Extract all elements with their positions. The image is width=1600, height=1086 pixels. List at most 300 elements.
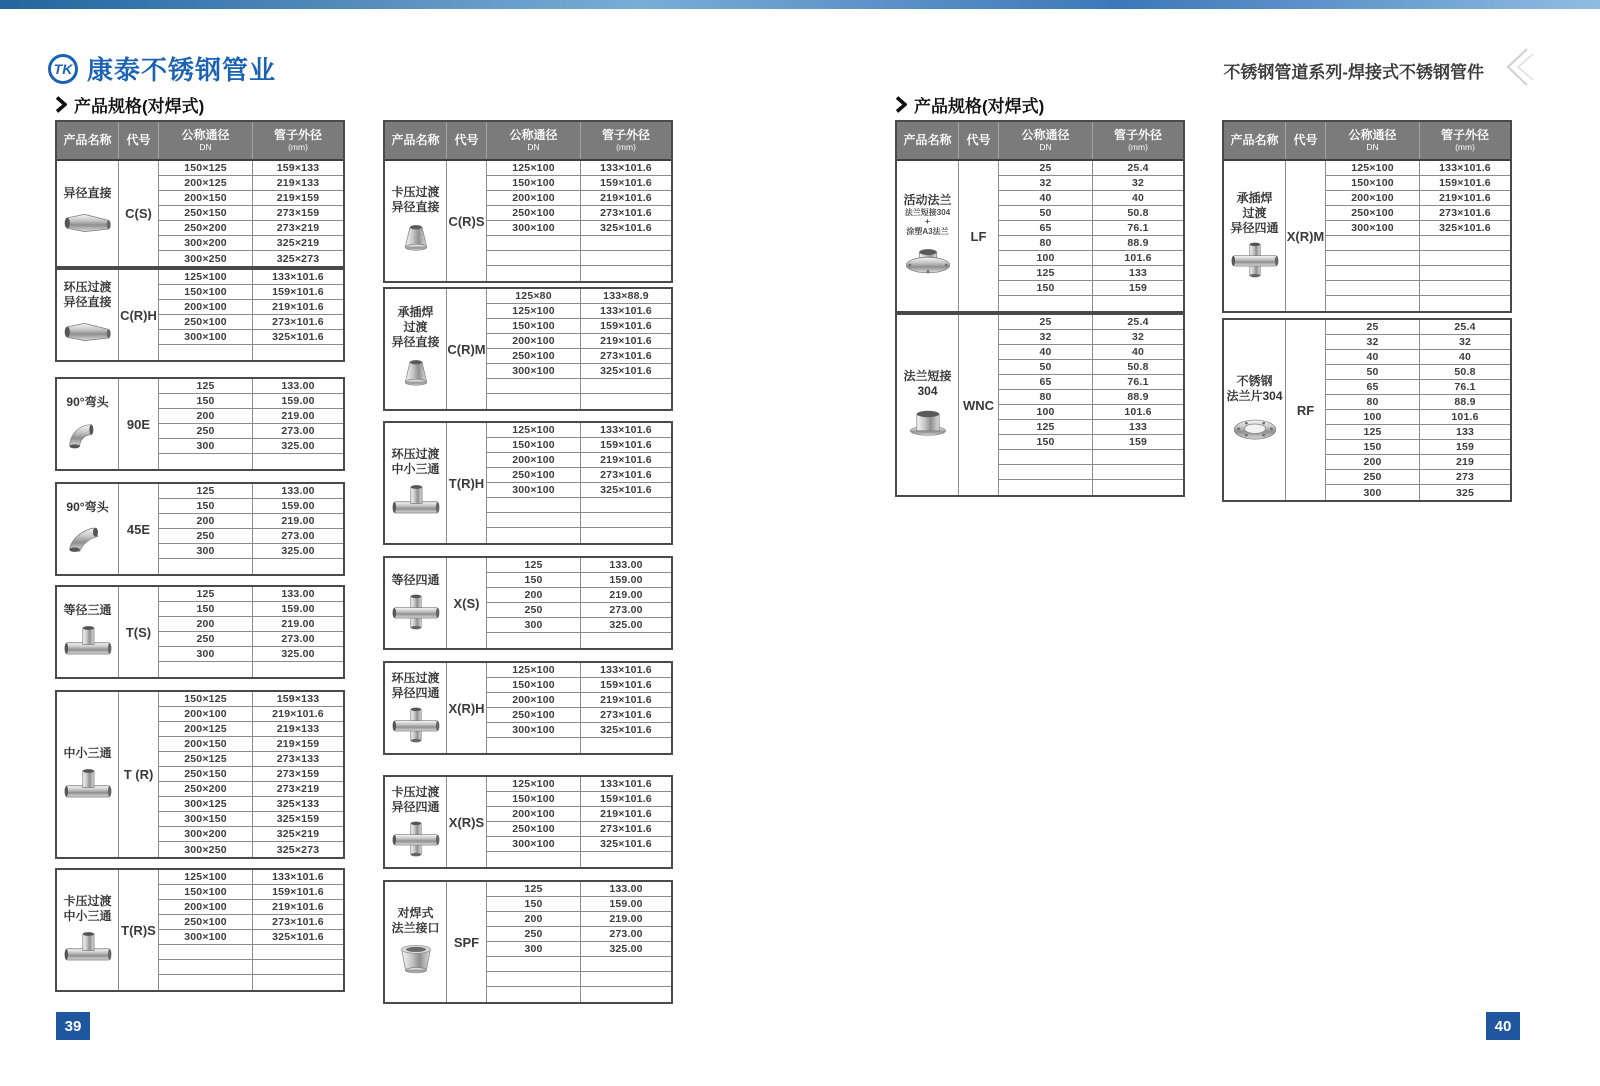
col-header-od (581, 122, 671, 159)
dn-value: 300×100 (487, 483, 581, 497)
col-header-dn (1326, 122, 1420, 159)
table-row (487, 221, 671, 236)
od-value: 32 (1458, 336, 1472, 348)
brand-logo (48, 50, 276, 87)
dn-value (487, 394, 581, 409)
product-photo-tee (390, 480, 442, 520)
dn-value: 32 (999, 330, 1093, 344)
table-row (487, 468, 671, 483)
table-row (159, 647, 343, 662)
dn-value: 65 (1326, 380, 1420, 394)
dn-value: 80 (1326, 395, 1420, 409)
od-value: 325×101.6 (1439, 222, 1491, 234)
dn-value: 250 (159, 529, 253, 543)
table-header-row (897, 122, 1183, 161)
product-code: 90E (119, 379, 159, 469)
od-value: 159 (1128, 282, 1148, 294)
dn-value (487, 957, 581, 971)
table-row (999, 206, 1183, 221)
table-row (487, 379, 671, 394)
dn-value (487, 972, 581, 986)
product-code: LF (959, 161, 999, 311)
od-value: 159 (1455, 441, 1475, 453)
table-row (159, 752, 343, 767)
table-row (159, 544, 343, 559)
od-value: 325×219 (276, 237, 320, 249)
table-body (385, 558, 671, 648)
dn-value: 250 (487, 603, 581, 617)
table-row (1326, 206, 1510, 221)
dn-value (487, 251, 581, 265)
dn-value: 125×100 (159, 870, 253, 884)
table-row (159, 206, 343, 221)
table-body (897, 315, 1183, 495)
od-value: 273.00 (281, 425, 315, 437)
table-row (999, 435, 1183, 450)
product-name: 卡压过渡 (63, 893, 112, 908)
dn-value: 200×100 (487, 453, 581, 467)
spec-rows (999, 161, 1183, 311)
spec-table-cs (55, 120, 345, 268)
od-value: 219×133 (276, 177, 320, 189)
table-row (1326, 176, 1510, 191)
dn-value: 200×100 (159, 707, 253, 721)
product-code: T(R)S (119, 870, 159, 990)
product-photo-tee (62, 927, 114, 967)
od-value: 76.1 (1127, 222, 1149, 234)
dn-value: 125 (487, 558, 581, 572)
dn-value: 200×125 (159, 176, 253, 190)
table-row (159, 945, 343, 960)
spec-table-spf (383, 880, 673, 1004)
od-value: 325×159 (276, 813, 320, 825)
dn-value (487, 852, 581, 867)
section-title-text: 产品规格(对焊式) (914, 97, 1045, 116)
od-value: 159 (1128, 436, 1148, 448)
top-accent-bar (0, 0, 1600, 9)
col-header-od-unit: (mm) (288, 141, 308, 152)
od-value: 159×101.6 (600, 320, 652, 332)
product-code: T(S) (119, 587, 159, 677)
dn-value: 150 (159, 499, 253, 513)
product-photo-elbow-90 (63, 413, 113, 453)
od-value: 219×101.6 (600, 192, 652, 204)
od-value: 219×101.6 (600, 454, 652, 466)
od-value (1093, 480, 1183, 495)
dn-value (999, 450, 1093, 464)
od-value: 219.00 (609, 913, 643, 925)
brand-name: 康泰不锈钢管业 (87, 55, 277, 85)
spec-rows (487, 882, 671, 1002)
table-row (159, 251, 343, 266)
dn-value: 150 (487, 573, 581, 587)
product-code: T(R)H (447, 423, 487, 543)
table-row (487, 663, 671, 678)
table-row (487, 837, 671, 852)
dn-value (159, 454, 253, 469)
od-value: 133×101.6 (600, 424, 652, 436)
od-value (581, 738, 671, 753)
dn-value: 25 (1326, 320, 1420, 334)
product-subtitle: 涂塑A3法兰 (906, 226, 949, 236)
od-value: 219×101.6 (600, 694, 652, 706)
table-row (487, 807, 671, 822)
product-cell (385, 777, 447, 867)
product-name: 不锈钢 (1236, 373, 1273, 388)
col-header-od-label: 管子外径 (1440, 127, 1489, 142)
od-value: 325.00 (609, 943, 643, 955)
table-header-row (1224, 122, 1510, 161)
table-row (159, 300, 343, 315)
dn-value (159, 345, 253, 360)
dn-value: 80 (999, 236, 1093, 250)
od-value (253, 975, 343, 990)
table-row (999, 465, 1183, 480)
table-row (999, 315, 1183, 330)
od-value: 219.00 (281, 410, 315, 422)
dn-value: 300 (159, 544, 253, 558)
product-name: 异径四通 (391, 799, 440, 814)
dn-value: 300×100 (159, 330, 253, 344)
dn-value: 150×100 (487, 792, 581, 806)
product-code: C(R)H (119, 270, 159, 360)
dn-value: 150 (487, 897, 581, 911)
dn-value: 200×100 (1326, 191, 1420, 205)
product-code: X(R)M (1286, 161, 1326, 311)
od-value: 76.1 (1127, 376, 1149, 388)
table-row (1326, 470, 1510, 485)
dn-value: 150 (999, 435, 1093, 449)
od-value (253, 960, 343, 974)
dn-value: 125×80 (487, 289, 581, 303)
table-row (159, 797, 343, 812)
col-header-dn-label: 公称通径 (1021, 127, 1070, 142)
table-row (159, 737, 343, 752)
spec-rows (487, 777, 671, 867)
table-row (487, 618, 671, 633)
od-value: 273×219 (276, 783, 320, 795)
table-row (487, 822, 671, 837)
product-name: 卡压过渡 (391, 784, 440, 799)
product-code: X(R)S (447, 777, 487, 867)
dn-value: 250×100 (159, 315, 253, 329)
od-value: 219×101.6 (1439, 192, 1491, 204)
od-value: 219×159 (276, 192, 320, 204)
table-header-row (57, 122, 343, 161)
od-value: 219×101.6 (600, 808, 652, 820)
table-row (159, 900, 343, 915)
dn-value: 200 (1326, 455, 1420, 469)
product-code: SPF (447, 882, 487, 1002)
table-body (385, 882, 671, 1002)
dn-value: 150×100 (487, 678, 581, 692)
od-value: 133 (1128, 421, 1148, 433)
table-row (159, 587, 343, 602)
dn-value: 300×100 (159, 930, 253, 944)
table-row (159, 221, 343, 236)
product-cell (57, 270, 119, 360)
col-header-dn-label: 公称通径 (1348, 127, 1397, 142)
table-row (1326, 161, 1510, 176)
spec-table-trs (55, 868, 345, 992)
dn-value (487, 528, 581, 543)
od-value: 219.00 (281, 618, 315, 630)
table-row (487, 289, 671, 304)
od-value: 76.1 (1454, 381, 1476, 393)
col-header-code-label: 代号 (454, 132, 479, 147)
od-value: 273 (1455, 471, 1475, 483)
table-body (385, 289, 671, 409)
product-name: 法兰接口 (391, 920, 440, 935)
col-header-code (119, 122, 159, 159)
od-value: 133.00 (609, 559, 643, 571)
table-row (999, 405, 1183, 420)
od-value (253, 662, 343, 677)
od-value: 50.8 (1127, 361, 1149, 373)
product-code: T (R) (119, 692, 159, 857)
product-photo-stub-end (904, 402, 952, 442)
od-value: 133 (1128, 267, 1148, 279)
col-header-code (447, 122, 487, 159)
product-name: 304 (917, 383, 938, 398)
dn-value: 150×100 (1326, 176, 1420, 190)
table-row (487, 251, 671, 266)
product-cell (385, 423, 447, 543)
od-value: 88.9 (1127, 237, 1149, 249)
table-row (159, 827, 343, 842)
spec-rows (1326, 161, 1510, 311)
product-cell (1224, 320, 1286, 500)
dn-value: 250 (159, 424, 253, 438)
od-value: 133.00 (281, 380, 315, 392)
dn-value: 125×100 (487, 161, 581, 175)
dn-value: 250×150 (159, 206, 253, 220)
od-value: 40 (1458, 351, 1472, 363)
table-row (159, 812, 343, 827)
dn-value (159, 975, 253, 990)
spec-table-xs (383, 556, 673, 650)
table-row (1326, 440, 1510, 455)
table-row (159, 424, 343, 439)
spec-rows (159, 484, 343, 574)
col-header-code-label: 代号 (126, 132, 151, 147)
table-row (487, 738, 671, 753)
product-name: 等径三通 (63, 603, 112, 617)
dn-value: 200 (159, 409, 253, 423)
col-header-product (385, 122, 447, 159)
dn-value: 200×150 (159, 737, 253, 751)
col-header-product-label: 产品名称 (903, 132, 952, 147)
col-header-code-label: 代号 (1293, 132, 1318, 147)
spec-rows (159, 379, 343, 469)
od-value: 133 (1455, 426, 1475, 438)
dn-value: 125×100 (487, 304, 581, 318)
table-row (159, 975, 343, 990)
od-value (581, 266, 671, 281)
product-cell (57, 484, 119, 574)
od-value (581, 957, 671, 971)
product-cell (385, 161, 447, 281)
table-row (487, 438, 671, 453)
table-row (159, 270, 343, 285)
od-value (253, 345, 343, 360)
table-body (57, 587, 343, 677)
od-value: 88.9 (1127, 391, 1149, 403)
od-value: 159.00 (609, 574, 643, 586)
od-value: 325×101.6 (600, 838, 652, 850)
table-row (487, 603, 671, 618)
col-header-od (1420, 122, 1510, 159)
col-header-dn (159, 122, 253, 159)
table-row (999, 161, 1183, 176)
table-body (385, 423, 671, 543)
dn-value (999, 480, 1093, 495)
product-name: 中小三通 (63, 745, 112, 760)
table-row (1326, 296, 1510, 311)
product-name: 环压过渡 (391, 670, 440, 685)
od-value: 273.00 (609, 604, 643, 616)
dn-value: 125 (999, 420, 1093, 434)
table-row (1326, 266, 1510, 281)
spec-table-xrm (1222, 120, 1512, 313)
table-row (487, 304, 671, 319)
product-cell (57, 587, 119, 677)
brand-logo-icon (48, 54, 78, 84)
dn-value: 150 (999, 281, 1093, 295)
spec-rows (999, 315, 1183, 495)
dn-value: 250 (487, 927, 581, 941)
od-value: 40 (1131, 192, 1145, 204)
dn-value (159, 559, 253, 574)
spec-table-lf (895, 120, 1185, 313)
dn-value (487, 379, 581, 393)
table-row (999, 221, 1183, 236)
table-row (159, 722, 343, 737)
product-name: 异径四通 (1230, 221, 1279, 235)
od-value (581, 394, 671, 409)
col-header-code (959, 122, 999, 159)
dn-value (999, 296, 1093, 311)
od-value: 325.00 (609, 619, 643, 631)
dn-value (999, 465, 1093, 479)
od-value: 325×273 (276, 252, 320, 265)
dn-value: 125×100 (1326, 161, 1420, 175)
dn-value: 125 (159, 484, 253, 498)
od-value: 273.00 (281, 530, 315, 542)
table-row (159, 602, 343, 617)
table-row (1326, 350, 1510, 365)
od-value: 133×101.6 (272, 871, 324, 883)
product-name: 90°弯头 (66, 500, 109, 514)
product-photo-reducer-vertical (393, 353, 439, 393)
spec-table-crm (383, 287, 673, 411)
table-row (487, 206, 671, 221)
od-value: 219×101.6 (600, 335, 652, 347)
od-value: 325 (1455, 486, 1475, 499)
od-value: 159×101.6 (600, 793, 652, 805)
product-photo-elbow-45 (63, 518, 113, 558)
section-title-right (895, 92, 1044, 117)
product-subtitle: + (925, 217, 930, 227)
od-value: 133×101.6 (1439, 162, 1491, 174)
table-body (385, 663, 671, 753)
dn-value: 250×200 (159, 221, 253, 235)
table-row (159, 161, 343, 176)
dn-value: 40 (999, 345, 1093, 359)
spec-rows (487, 663, 671, 753)
col-header-dn-unit: DN (527, 141, 540, 152)
product-name: 对焊式 (397, 905, 434, 920)
spec-rows (487, 558, 671, 648)
dn-value (1326, 251, 1420, 265)
product-photo-reducer-horizontal (62, 313, 114, 351)
table-row (159, 315, 343, 330)
dn-value: 150×125 (159, 161, 253, 175)
table-row (487, 558, 671, 573)
od-value: 159×133 (276, 693, 320, 705)
table-row (159, 885, 343, 900)
dn-value: 80 (999, 390, 1093, 404)
dn-value: 50 (999, 360, 1093, 374)
dn-value: 150 (159, 394, 253, 408)
od-value: 325.00 (281, 545, 315, 557)
od-value: 133.00 (281, 485, 315, 497)
table-row (999, 266, 1183, 281)
od-value (253, 454, 343, 469)
table-row (1326, 221, 1510, 236)
product-cell (1224, 161, 1286, 311)
od-value (581, 633, 671, 648)
table-row (999, 296, 1183, 311)
table-row (159, 484, 343, 499)
table-row (159, 439, 343, 454)
table-body (57, 870, 343, 990)
dn-value: 250×100 (487, 822, 581, 836)
table-body (57, 484, 343, 574)
table-row (487, 513, 671, 528)
od-value: 273×101.6 (600, 823, 652, 835)
product-name: 法兰片304 (1226, 388, 1283, 403)
table-row (487, 708, 671, 723)
table-row (999, 375, 1183, 390)
table-row (159, 617, 343, 632)
product-name: 环压过渡 (63, 279, 112, 294)
col-header-product (57, 122, 119, 159)
table-row (159, 514, 343, 529)
page-number-left: 39 (56, 1012, 90, 1040)
table-row (487, 483, 671, 498)
dn-value: 200×100 (487, 334, 581, 348)
od-value: 50.8 (1127, 207, 1149, 219)
dn-value: 300 (1326, 485, 1420, 500)
od-value: 159×101.6 (600, 679, 652, 691)
od-value (1420, 236, 1510, 250)
table-row (159, 960, 343, 975)
dn-value: 150×100 (487, 176, 581, 190)
od-value (581, 379, 671, 393)
dn-value: 40 (999, 191, 1093, 205)
col-header-od-label: 管子外径 (601, 127, 650, 142)
od-value: 325×101.6 (600, 484, 652, 496)
table-body (897, 161, 1183, 311)
od-value: 325.00 (281, 440, 315, 452)
dn-value: 125 (159, 379, 253, 393)
product-photo-reducer-horizontal (62, 204, 114, 242)
section-arrow-icon (55, 96, 67, 113)
od-value: 25.4 (1127, 162, 1149, 174)
product-code: WNC (959, 315, 999, 495)
table-body (57, 161, 343, 266)
